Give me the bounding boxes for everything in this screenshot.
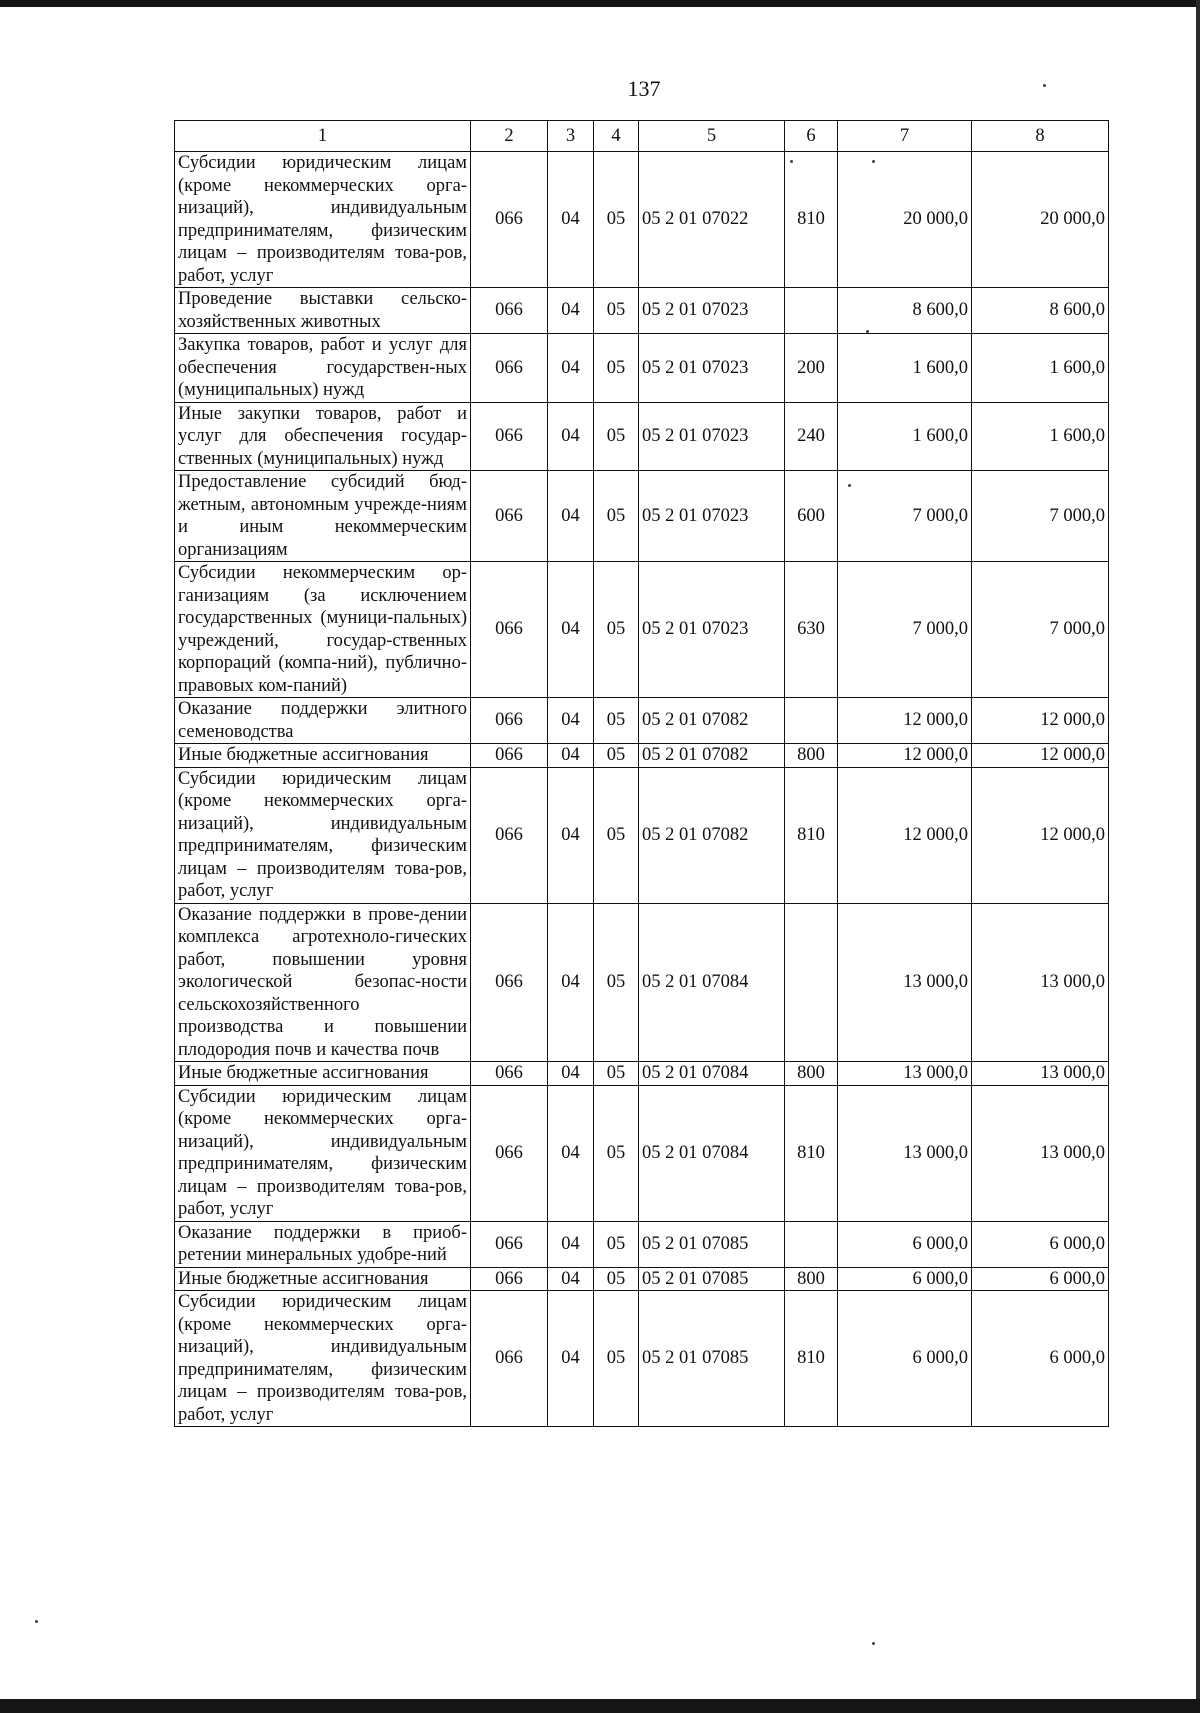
row-section-code: 04 (548, 288, 594, 334)
row-expense-type: 810 (785, 1085, 838, 1221)
row-amount-year-2: 1 600,0 (972, 402, 1109, 471)
scan-edge-top (0, 0, 1200, 7)
row-description: Иные бюджетные ассигнования (175, 744, 471, 768)
row-amount-year-1: 6 000,0 (838, 1291, 972, 1427)
row-section-code: 04 (548, 1291, 594, 1427)
row-section-code: 04 (548, 402, 594, 471)
row-expense-type (785, 903, 838, 1062)
header-col-3: 3 (548, 121, 594, 152)
row-subsection-code: 05 (594, 767, 639, 903)
row-amount-year-1: 7 000,0 (838, 562, 972, 698)
row-ministry-code: 066 (471, 1062, 548, 1086)
row-amount-year-1: 12 000,0 (838, 744, 972, 768)
row-ministry-code: 066 (471, 1291, 548, 1427)
header-col-4: 4 (594, 121, 639, 152)
row-target-article: 05 2 01 07082 (639, 767, 785, 903)
row-target-article: 05 2 01 07023 (639, 288, 785, 334)
row-expense-type: 800 (785, 1062, 838, 1086)
row-subsection-code: 05 (594, 1062, 639, 1086)
row-subsection-code: 05 (594, 744, 639, 768)
table-row (175, 744, 1109, 768)
row-expense-type: 600 (785, 471, 838, 562)
row-description: Иные бюджетные ассигнования (175, 1267, 471, 1291)
row-ministry-code: 066 (471, 562, 548, 698)
scan-edge-bottom (0, 1699, 1200, 1713)
row-target-article: 05 2 01 07082 (639, 744, 785, 768)
table-row (175, 1291, 1109, 1427)
table-row (175, 1085, 1109, 1221)
scan-speck (872, 160, 875, 163)
row-description: Иные закупки товаров, работ и услуг для обеспечения государ-ственных (муниципальных) нужд (175, 402, 471, 471)
row-amount-year-1: 12 000,0 (838, 698, 972, 744)
row-amount-year-2: 12 000,0 (972, 767, 1109, 903)
row-description: Предоставление субсидий бюд-жетным, автономным учрежде-ниям и иным некоммерческим организациям (175, 471, 471, 562)
row-description: Субсидии юридическим лицам (кроме некоммерческих орга-низаций), индивидуальным предпринимателям, физическим лицам – производителям това-ров, работ, услуг (175, 767, 471, 903)
table-row (175, 767, 1109, 903)
scan-speck (872, 1642, 875, 1645)
row-section-code: 04 (548, 903, 594, 1062)
row-description: Проведение выставки сельско-хозяйственных животных (175, 288, 471, 334)
row-ministry-code: 066 (471, 1221, 548, 1267)
scan-speck (1043, 84, 1046, 87)
row-ministry-code: 066 (471, 152, 548, 288)
row-amount-year-1: 12 000,0 (838, 767, 972, 903)
row-description: Закупка товаров, работ и услуг для обеспечения государствен-ных (муниципальных) нужд (175, 334, 471, 403)
row-amount-year-2: 8 600,0 (972, 288, 1109, 334)
header-col-5: 5 (639, 121, 785, 152)
row-target-article: 05 2 01 07084 (639, 903, 785, 1062)
header-col-1: 1 (175, 121, 471, 152)
table-row (175, 903, 1109, 1062)
row-amount-year-1: 13 000,0 (838, 1085, 972, 1221)
row-target-article: 05 2 01 07022 (639, 152, 785, 288)
row-amount-year-1: 6 000,0 (838, 1221, 972, 1267)
row-amount-year-1: 8 600,0 (838, 288, 972, 334)
row-amount-year-2: 13 000,0 (972, 1085, 1109, 1221)
header-row (175, 121, 1109, 152)
row-subsection-code: 05 (594, 1221, 639, 1267)
row-amount-year-1: 1 600,0 (838, 334, 972, 403)
row-target-article: 05 2 01 07085 (639, 1267, 785, 1291)
row-amount-year-2: 13 000,0 (972, 1062, 1109, 1086)
row-amount-year-2: 1 600,0 (972, 334, 1109, 403)
table-body (175, 152, 1109, 1427)
row-subsection-code: 05 (594, 152, 639, 288)
row-ministry-code: 066 (471, 1267, 548, 1291)
row-ministry-code: 066 (471, 471, 548, 562)
scan-speck (848, 484, 851, 487)
row-amount-year-2: 6 000,0 (972, 1221, 1109, 1267)
table-row (175, 288, 1109, 334)
row-expense-type: 810 (785, 1291, 838, 1427)
header-col-7: 7 (838, 121, 972, 152)
scan-edge-right (1196, 0, 1200, 1713)
table-row (175, 1062, 1109, 1086)
row-amount-year-1: 20 000,0 (838, 152, 972, 288)
row-expense-type: 800 (785, 1267, 838, 1291)
row-amount-year-2: 6 000,0 (972, 1291, 1109, 1427)
header-col-2: 2 (471, 121, 548, 152)
row-amount-year-1: 13 000,0 (838, 1062, 972, 1086)
row-amount-year-2: 12 000,0 (972, 698, 1109, 744)
row-amount-year-1: 7 000,0 (838, 471, 972, 562)
row-subsection-code: 05 (594, 1267, 639, 1291)
row-target-article: 05 2 01 07023 (639, 334, 785, 403)
row-ministry-code: 066 (471, 288, 548, 334)
scan-speck (790, 160, 793, 163)
row-section-code: 04 (548, 1085, 594, 1221)
row-subsection-code: 05 (594, 402, 639, 471)
row-subsection-code: 05 (594, 288, 639, 334)
header-col-8: 8 (972, 121, 1109, 152)
row-target-article: 05 2 01 07085 (639, 1221, 785, 1267)
row-ministry-code: 066 (471, 334, 548, 403)
row-subsection-code: 05 (594, 698, 639, 744)
table-row (175, 334, 1109, 403)
row-amount-year-2: 20 000,0 (972, 152, 1109, 288)
row-expense-type: 800 (785, 744, 838, 768)
row-expense-type (785, 288, 838, 334)
row-section-code: 04 (548, 152, 594, 288)
row-expense-type (785, 698, 838, 744)
row-subsection-code: 05 (594, 471, 639, 562)
row-amount-year-2: 13 000,0 (972, 903, 1109, 1062)
row-section-code: 04 (548, 1267, 594, 1291)
row-description: Субсидии юридическим лицам (кроме некоммерческих орга-низаций), индивидуальным предпринимателям, физическим лицам – производителям това-ров, работ, услуг (175, 152, 471, 288)
row-expense-type: 630 (785, 562, 838, 698)
row-description: Оказание поддержки в приоб-ретении минеральных удобре-ний (175, 1221, 471, 1267)
row-expense-type (785, 1221, 838, 1267)
scan-speck (35, 1620, 38, 1623)
row-expense-type: 240 (785, 402, 838, 471)
row-description: Оказание поддержки в прове-дении комплекса агротехноло-гических работ, повышении уровня экологической безопас-ности сельскохозяйственного производства и повышении плодородия почв и качества почв (175, 903, 471, 1062)
row-ministry-code: 066 (471, 698, 548, 744)
row-expense-type: 810 (785, 152, 838, 288)
row-subsection-code: 05 (594, 334, 639, 403)
row-section-code: 04 (548, 744, 594, 768)
row-amount-year-2: 6 000,0 (972, 1267, 1109, 1291)
row-amount-year-2: 12 000,0 (972, 744, 1109, 768)
header-col-6: 6 (785, 121, 838, 152)
table-row (175, 1221, 1109, 1267)
row-ministry-code: 066 (471, 767, 548, 903)
row-expense-type: 200 (785, 334, 838, 403)
row-amount-year-2: 7 000,0 (972, 562, 1109, 698)
row-subsection-code: 05 (594, 903, 639, 1062)
budget-table (174, 120, 1109, 1427)
row-target-article: 05 2 01 07085 (639, 1291, 785, 1427)
row-section-code: 04 (548, 562, 594, 698)
row-ministry-code: 066 (471, 1085, 548, 1221)
table-row (175, 562, 1109, 698)
row-target-article: 05 2 01 07023 (639, 402, 785, 471)
scan-speck (866, 330, 869, 333)
row-subsection-code: 05 (594, 1291, 639, 1427)
row-description: Иные бюджетные ассигнования (175, 1062, 471, 1086)
table-row (175, 152, 1109, 288)
row-section-code: 04 (548, 334, 594, 403)
table-row (175, 402, 1109, 471)
row-section-code: 04 (548, 471, 594, 562)
row-amount-year-1: 6 000,0 (838, 1267, 972, 1291)
row-target-article: 05 2 01 07084 (639, 1062, 785, 1086)
row-expense-type: 810 (785, 767, 838, 903)
table-row (175, 698, 1109, 744)
row-amount-year-1: 13 000,0 (838, 903, 972, 1062)
row-subsection-code: 05 (594, 562, 639, 698)
row-ministry-code: 066 (471, 903, 548, 1062)
row-ministry-code: 066 (471, 402, 548, 471)
row-amount-year-1: 1 600,0 (838, 402, 972, 471)
row-section-code: 04 (548, 1062, 594, 1086)
row-target-article: 05 2 01 07084 (639, 1085, 785, 1221)
row-ministry-code: 066 (471, 744, 548, 768)
row-target-article: 05 2 01 07082 (639, 698, 785, 744)
table-row (175, 471, 1109, 562)
row-target-article: 05 2 01 07023 (639, 471, 785, 562)
row-target-article: 05 2 01 07023 (639, 562, 785, 698)
table-row (175, 1267, 1109, 1291)
row-section-code: 04 (548, 1221, 594, 1267)
page-number: 137 (627, 76, 661, 101)
row-description: Субсидии юридическим лицам (кроме некоммерческих орга-низаций), индивидуальным предпринимателям, физическим лицам – производителям това-ров, работ, услуг (175, 1085, 471, 1221)
row-description: Субсидии некоммерческим ор-ганизациям (за исключением государственных (муници-пальных) учреждений, государ-ственных корпораций (компа-ний), публично-правовых ком-паний) (175, 562, 471, 698)
row-description: Оказание поддержки элитного семеноводства (175, 698, 471, 744)
row-description: Субсидии юридическим лицам (кроме некоммерческих орга-низаций), индивидуальным предпринимателям, физическим лицам – производителям това-ров, работ, услуг (175, 1291, 471, 1427)
row-section-code: 04 (548, 767, 594, 903)
row-amount-year-2: 7 000,0 (972, 471, 1109, 562)
row-subsection-code: 05 (594, 1085, 639, 1221)
row-section-code: 04 (548, 698, 594, 744)
